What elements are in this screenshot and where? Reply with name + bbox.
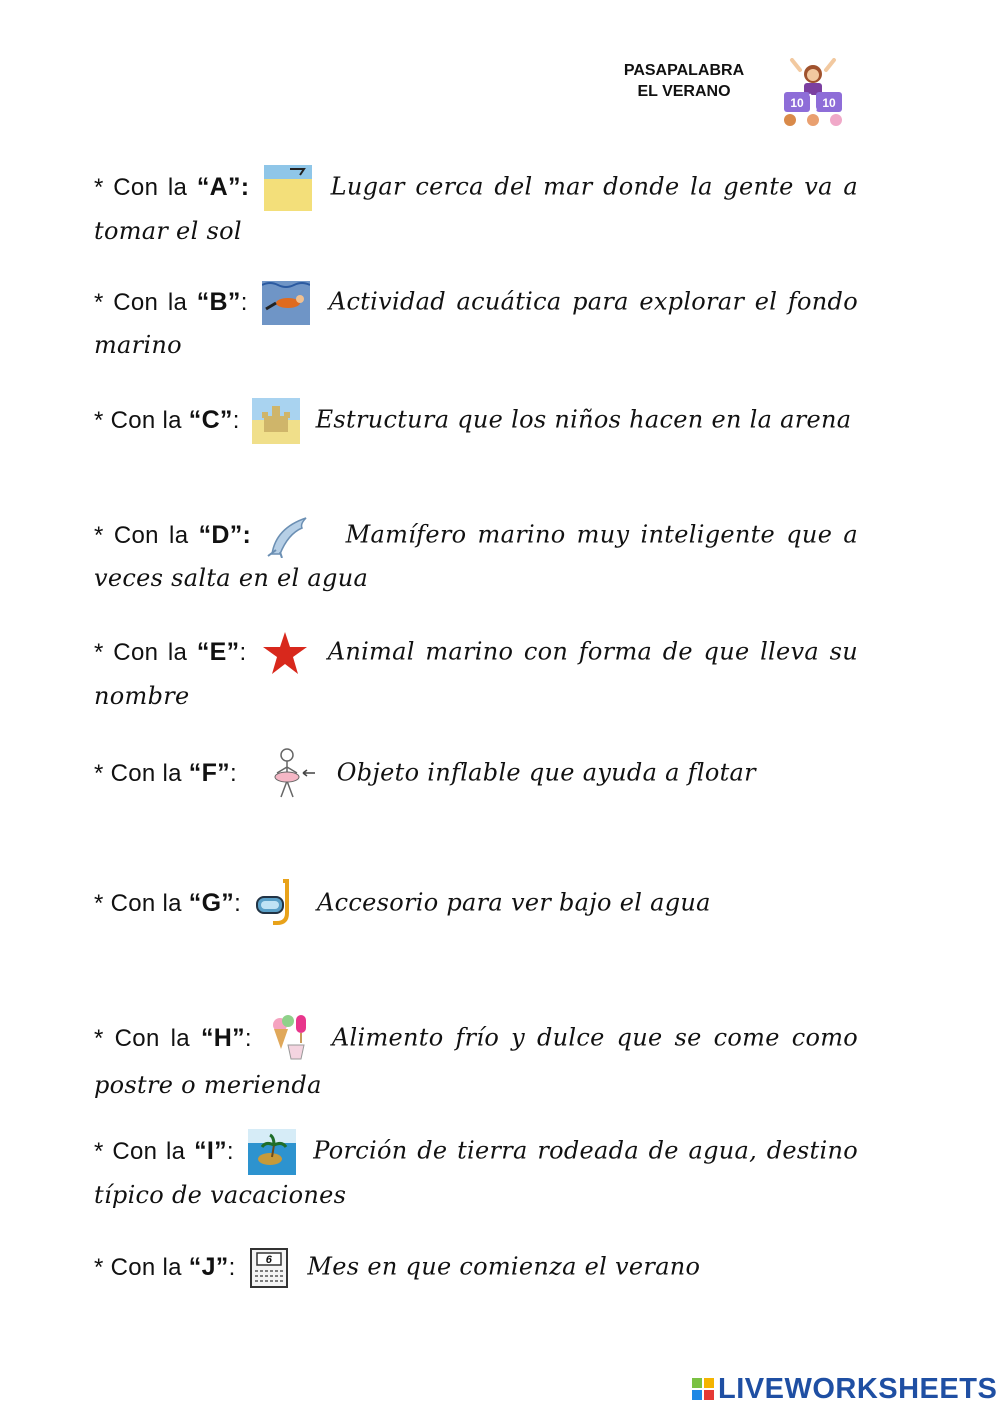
clue-text: Mamífero marino muy inteligente que a veces salta en el agua	[94, 520, 859, 592]
diver-icon	[262, 281, 310, 325]
footer-brand	[692, 1372, 997, 1406]
clue-letter: “E”	[196, 637, 240, 666]
clue-letter: “B”	[196, 287, 241, 316]
float-ring-icon	[265, 747, 321, 801]
clue-f: * Con la “F”: Objeto inflable que ayuda a flotar	[94, 747, 858, 801]
clue-text: Accesorio para ver bajo el agua	[316, 888, 711, 917]
ice-cream-icon	[268, 1013, 312, 1065]
clue-text: Animal marino con forma de que lleva su nombre	[94, 637, 859, 710]
clue-a: * Con la “A”: Lugar cerca del mar donde la gente va a tomar el sol	[94, 165, 858, 251]
sandcastle-icon	[252, 398, 300, 444]
dolphin-icon	[266, 514, 326, 558]
clue-letter: “G”	[188, 888, 235, 917]
avatar-score-icon	[780, 58, 846, 128]
clue-letter: “J”	[188, 1252, 229, 1281]
clue-c: * Con la “C”: Estructura que los niños hacen en la arena	[94, 398, 858, 444]
clue-text: Actividad acuática para explorar el fondo marino	[94, 287, 858, 359]
clue-e: * Con la “E”: Animal marino con forma de que lleva su nombre	[94, 630, 858, 716]
clue-i: * Con la “I”: Porción de tierra rodeada de agua, destino típico de vacaciones	[94, 1129, 858, 1215]
worksheet-title: PASAPALABRA	[623, 62, 745, 79]
clue-letter: “I”	[194, 1136, 227, 1165]
snorkel-mask-icon	[253, 879, 301, 929]
clue-letter: “A”:	[196, 172, 250, 201]
clue-text: Lugar cerca del mar donde la gente va a tomar el sol	[94, 172, 858, 245]
avatar-score-right: 10	[822, 96, 836, 110]
calendar-icon	[247, 1245, 291, 1291]
clue-b: * Con la “B”: Actividad acuática para explorar el fondo marino	[94, 281, 858, 365]
island-icon	[248, 1129, 296, 1175]
brand-name: LIVEWORKSHEETS	[718, 1372, 998, 1405]
clue-j: * Con la “J”: 6 Mes en que comienza el verano	[94, 1245, 858, 1291]
clue-text: Porción de tierra rodeada de agua, destino típico de vacaciones	[94, 1136, 858, 1209]
clue-letter: “C”	[188, 405, 233, 434]
clue-text: Estructura que los niños hacen en la arena	[315, 405, 852, 434]
worksheet-subtitle: EL VERANO	[637, 83, 731, 100]
clue-letter: “F”	[188, 758, 230, 787]
clue-h: * Con la “H”: Alimento frío y dulce que se come como postre o merienda	[94, 1013, 858, 1105]
clue-letter: “D”:	[198, 520, 252, 549]
calendar-day: 6	[266, 1254, 273, 1266]
liveworksheets-logo-icon	[692, 1378, 714, 1400]
clue-letter: “H”	[200, 1023, 245, 1052]
worksheet-header	[600, 60, 768, 102]
clue-d: * Con la “D”: Mamífero marino muy inteligente que a veces salta en el agua	[94, 514, 858, 598]
clue-g: * Con la “G”: Accesorio para ver bajo el agua	[94, 879, 858, 929]
avatar-score-left: 10	[790, 96, 804, 110]
beach-icon	[264, 165, 312, 211]
clue-text: Objeto inflable que ayuda a flotar	[336, 758, 756, 787]
clue-text: Alimento frío y dulce que se come como postre o merienda	[94, 1023, 858, 1099]
starfish-icon	[261, 630, 309, 676]
clue-text: Mes en que comienza el verano	[307, 1252, 701, 1281]
